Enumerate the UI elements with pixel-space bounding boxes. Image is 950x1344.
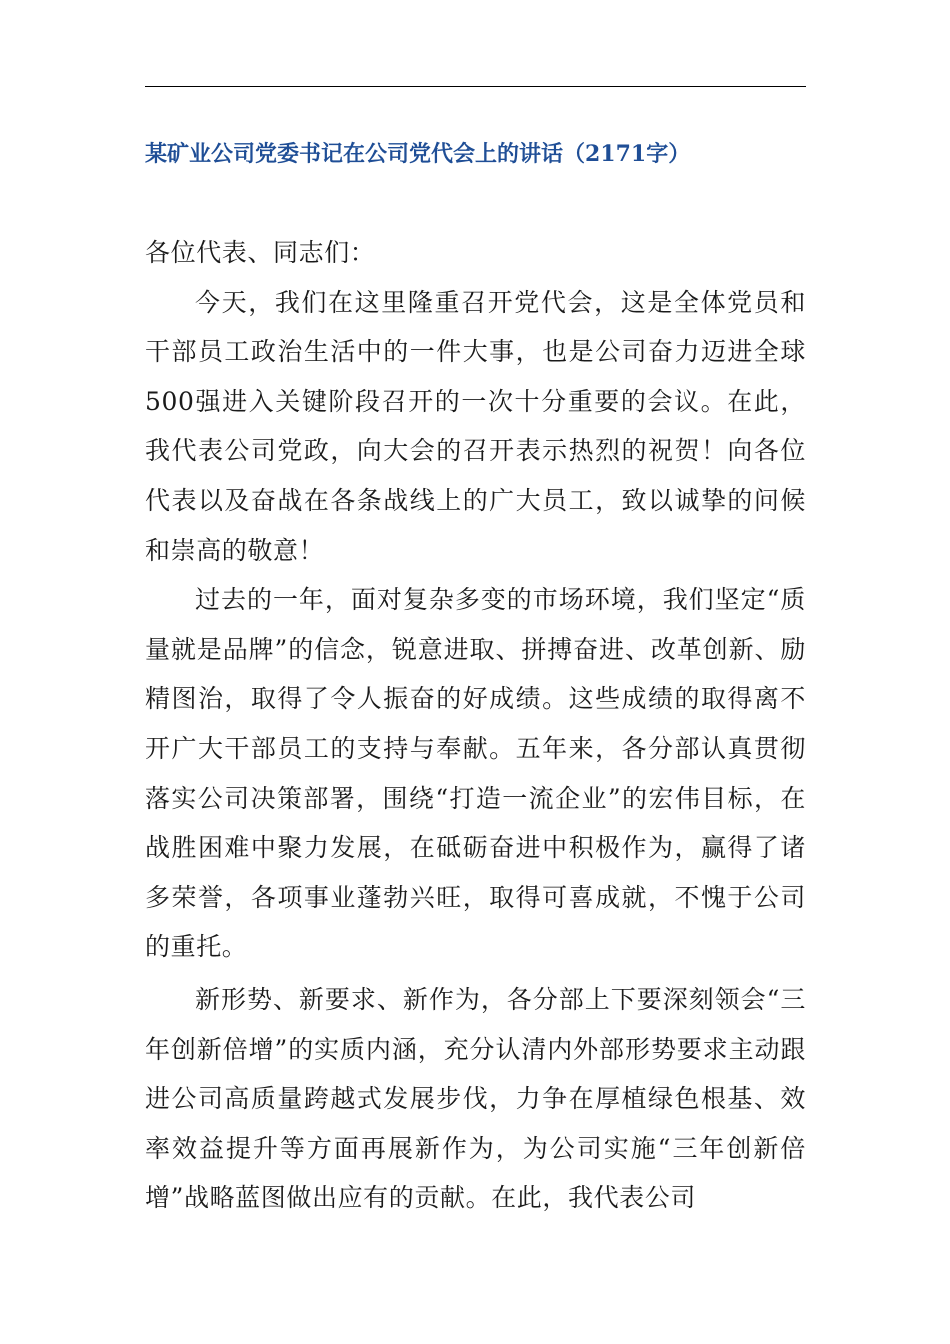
paragraph-2: 过去的一年，面对复杂多变的市场环境，我们坚定“质量就是品牌”的信念，锐意进取、拼搏奋进、改革创新、励精图治，取得了令人振奋的好成绩。这些成绩的取得离不开广大干部员工的支持与奉献。五年来，各分部认真贯彻落实公司决策部署，围绕“打造一流企业”的宏伟目标，在战胜困难中聚力发展，在砥砺奋进中积极作为，赢得了诸多荣誉，各项事业蓬勃兴旺，取得可喜成就，不愧于公司的重托。 bbox=[145, 585, 806, 962]
paragraph-1: 今天，我们在这里隆重召开党代会，这是全体党员和干部员工政治生活中的一件大事，也是公司奋力迈进全球500强进入关键阶段召开的一次十分重要的会议。在此，我代表公司党政，向大会的召开表示热烈的祝贺！向各位代表以及奋战在各条战线上的广大员工，致以诚挚的问候和崇高的敬意！ bbox=[145, 287, 806, 565]
header-rule bbox=[145, 86, 806, 87]
paragraph-3: 新形势、新要求、新作为，各分部上下要深刻领会“三年创新倍增”的实质内涵，充分认清内外部形势要求主动跟进公司高质量跨越式发展步伐，力争在厚植绿色根基、效率效益提升等方面再展新作为，为公司实施“三年创新倍增”战略蓝图做出应有的贡献。在此，我代表公司 bbox=[145, 984, 806, 1213]
document-body bbox=[145, 228, 806, 1223]
document-title: 某矿业公司党委书记在公司党代会上的讲话（2171字） bbox=[145, 141, 691, 167]
salutation: 各位代表、同志们： bbox=[145, 238, 376, 267]
